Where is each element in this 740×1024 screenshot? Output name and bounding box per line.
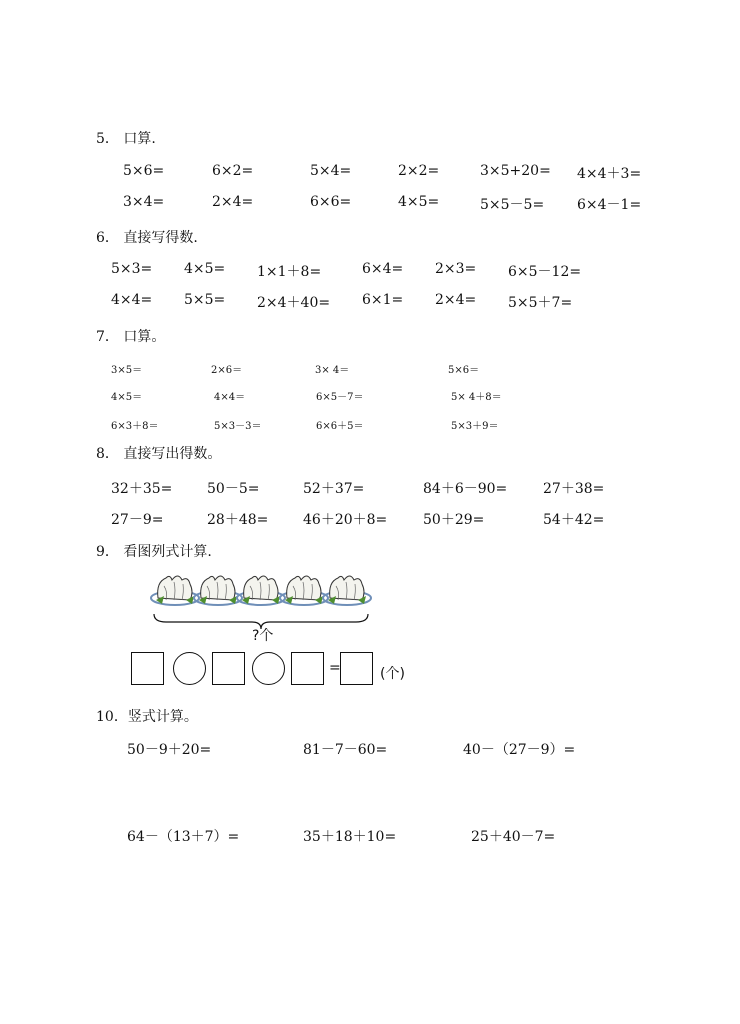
q6-expr: 6×1=: [362, 292, 404, 308]
unit-label: (个): [380, 666, 405, 682]
q5-expr: 5×4=: [310, 163, 352, 179]
result-box[interactable]: [340, 652, 373, 685]
q10-expr: 50－9＋20=: [127, 742, 212, 758]
q5-expr: 2×2=: [398, 163, 440, 179]
q7-heading: 7． 口算。: [96, 329, 166, 345]
dumpling-plate-icon: [280, 576, 328, 605]
q5-expr: 2×4=: [212, 194, 254, 210]
q8-expr: 54＋42=: [543, 512, 605, 528]
dumpling-plate-icon: [151, 576, 199, 605]
q7-expr: 5×6＝: [448, 365, 480, 376]
q10-expr: 35＋18＋10=: [303, 829, 397, 845]
q5-expr: 5×6=: [123, 163, 165, 179]
dumpling-plate-icon: [323, 576, 371, 605]
q8-expr: 84＋6－90=: [423, 481, 508, 497]
q10-expr: 81－7－60=: [303, 742, 388, 758]
q7-expr: 6×6＋5＝: [316, 421, 364, 432]
q9-heading: 9． 看图列式计算.: [96, 544, 212, 560]
q6-heading: 6． 直接写得数.: [96, 230, 198, 246]
q5-heading: 5． 口算.: [96, 131, 156, 147]
q5-expr: 4×5=: [398, 194, 440, 210]
q10-expr: 64－（13＋7）=: [127, 829, 240, 845]
q8-expr: 27＋38=: [543, 481, 605, 497]
q5-expr: 4×4＋3=: [577, 166, 642, 182]
operator-circle[interactable]: [252, 652, 285, 685]
q10-expr: 40－（27－9）=: [463, 742, 576, 758]
q7-expr: 6×5－7＝: [316, 392, 364, 403]
q6-expr: 2×4=: [435, 292, 477, 308]
operator-circle[interactable]: [173, 652, 206, 685]
q8-expr: 50－5=: [207, 481, 260, 497]
q6-expr: 5×3=: [111, 261, 153, 277]
q6-expr: 2×4＋40=: [257, 295, 331, 311]
q6-expr: 4×5=: [184, 261, 226, 277]
q10-heading: 10．竖式计算。: [96, 709, 198, 725]
q6-expr: 5×5＋7=: [508, 295, 573, 311]
q7-expr: 5× 4＋8＝: [451, 392, 502, 403]
answer-box[interactable]: [212, 652, 245, 685]
q7-expr: 4×4＝: [214, 392, 246, 403]
q5-expr: 6×6=: [310, 194, 352, 210]
q5-expr: 5×5－5=: [480, 197, 545, 213]
equals-sign: =: [329, 660, 341, 676]
q7-expr: 5×3＋9＝: [451, 421, 499, 432]
q8-expr: 52＋37=: [303, 481, 365, 497]
brace-label: ?个: [252, 628, 274, 644]
q6-expr: 4×4=: [111, 292, 153, 308]
q7-expr: 6×3＋8＝: [111, 421, 159, 432]
q6-expr: 5×5=: [184, 292, 226, 308]
dumpling-plate-icon: [194, 576, 242, 605]
q5-expr: 3×4=: [123, 194, 165, 210]
q6-expr: 6×4=: [362, 261, 404, 277]
q6-expr: 1×1＋8=: [257, 264, 322, 280]
q8-expr: 27－9=: [111, 512, 164, 528]
answer-box[interactable]: [131, 652, 164, 685]
q5-expr: 6×4－1=: [577, 197, 642, 213]
q5-expr: 3×5+20=: [480, 163, 551, 179]
q7-expr: 3×5＝: [111, 365, 143, 376]
q8-heading: 8． 直接写出得数。: [96, 446, 222, 462]
answer-box[interactable]: [291, 652, 324, 685]
q7-expr: 2×6＝: [211, 365, 243, 376]
q8-expr: 32＋35=: [111, 481, 173, 497]
q5-expr: 6×2=: [212, 163, 254, 179]
q7-expr: 4×5＝: [111, 392, 143, 403]
q7-expr: 5×3－3＝: [214, 421, 262, 432]
q8-expr: 46＋20＋8=: [303, 512, 388, 528]
dumpling-plate-icon: [237, 576, 285, 605]
q10-expr: 25＋40－7=: [471, 829, 556, 845]
q7-expr: 3× 4＝: [315, 365, 350, 376]
q8-expr: 28＋48=: [207, 512, 269, 528]
q8-expr: 50＋29=: [423, 512, 485, 528]
q6-expr: 6×5－12=: [508, 264, 582, 280]
q6-expr: 2×3=: [435, 261, 477, 277]
